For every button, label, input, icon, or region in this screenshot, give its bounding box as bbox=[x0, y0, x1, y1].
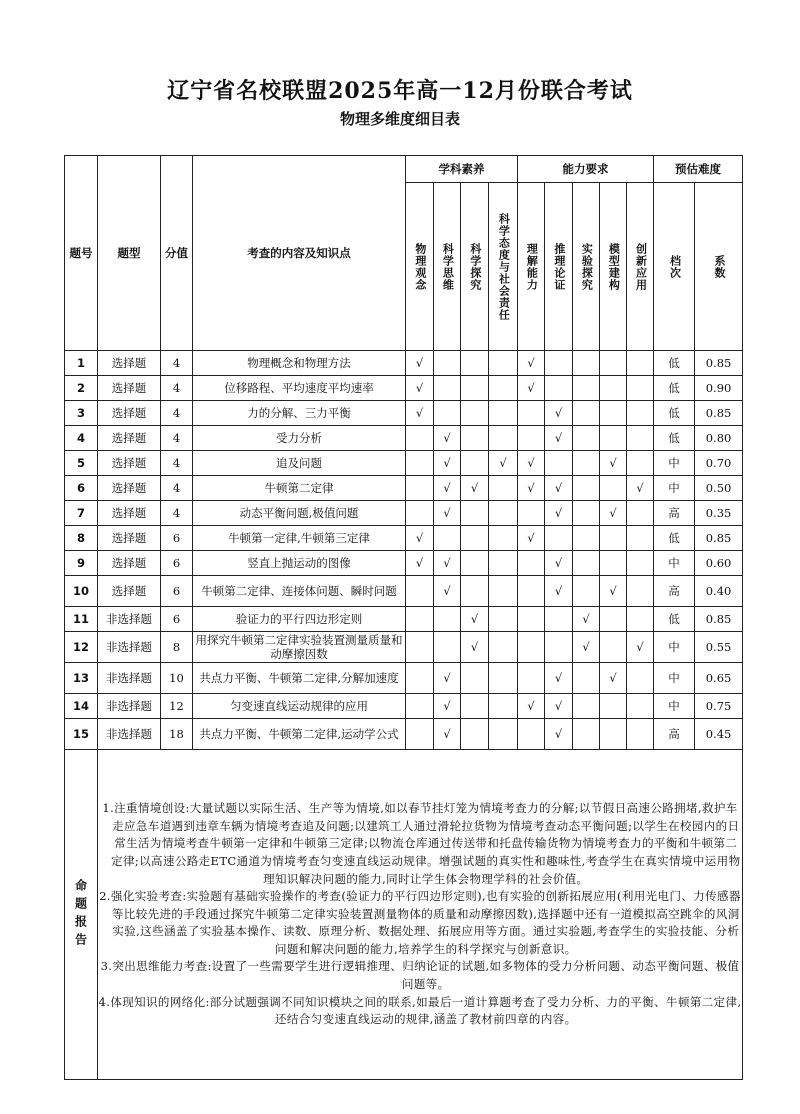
cell-score: 10 bbox=[161, 663, 193, 694]
cell-content: 牛顿第二定律 bbox=[193, 476, 406, 501]
cell-empty bbox=[489, 426, 518, 451]
cell-empty bbox=[461, 551, 489, 576]
check-mark: √ bbox=[518, 694, 545, 719]
cell-content: 位移路程、平均速度平均速率 bbox=[193, 376, 406, 401]
cell-empty bbox=[489, 476, 518, 501]
check-mark: √ bbox=[545, 719, 573, 750]
cell-empty bbox=[406, 719, 434, 750]
table-row bbox=[65, 576, 743, 607]
cell-empty bbox=[573, 451, 600, 476]
header-group-literacy: 学科素养 bbox=[406, 156, 518, 183]
check-mark: √ bbox=[545, 551, 573, 576]
cell-empty bbox=[489, 526, 518, 551]
cell-score: 6 bbox=[161, 576, 193, 607]
cell-coef: 0.45 bbox=[695, 719, 743, 750]
table-row bbox=[65, 719, 743, 750]
page-subtitle: 物理多维度细目表 bbox=[339, 110, 460, 128]
check-mark: √ bbox=[461, 476, 489, 501]
check-mark: √ bbox=[461, 632, 489, 663]
cell-empty bbox=[489, 694, 518, 719]
check-mark: √ bbox=[461, 607, 489, 632]
cell-empty bbox=[406, 632, 434, 663]
check-mark: √ bbox=[545, 476, 573, 501]
cell-empty bbox=[573, 526, 600, 551]
check-mark: √ bbox=[600, 663, 627, 694]
check-mark: √ bbox=[434, 451, 461, 476]
cell-level: 低 bbox=[654, 376, 695, 401]
cell-empty bbox=[627, 694, 654, 719]
cell-empty bbox=[461, 426, 489, 451]
cell-content: 匀变速直线运动规律的应用 bbox=[193, 694, 406, 719]
cell-no: 7 bbox=[65, 501, 98, 526]
cell-type: 选择题 bbox=[98, 401, 161, 426]
cell-no: 1 bbox=[65, 351, 98, 376]
cell-empty bbox=[627, 401, 654, 426]
cell-empty bbox=[545, 526, 573, 551]
cell-empty bbox=[434, 401, 461, 426]
cell-empty bbox=[489, 719, 518, 750]
cell-score: 6 bbox=[161, 526, 193, 551]
check-mark: √ bbox=[545, 401, 573, 426]
cell-empty bbox=[489, 663, 518, 694]
cell-empty bbox=[518, 719, 545, 750]
cell-content: 验证力的平行四边形定则 bbox=[193, 607, 406, 632]
cell-score: 4 bbox=[161, 376, 193, 401]
cell-type: 选择题 bbox=[98, 526, 161, 551]
cell-content: 追及问题 bbox=[193, 451, 406, 476]
cell-score: 4 bbox=[161, 451, 193, 476]
cell-score: 6 bbox=[161, 607, 193, 632]
cell-level: 中 bbox=[654, 663, 695, 694]
check-mark: √ bbox=[600, 501, 627, 526]
cell-empty bbox=[489, 501, 518, 526]
cell-type: 非选择题 bbox=[98, 607, 161, 632]
cell-coef: 0.65 bbox=[695, 663, 743, 694]
cell-empty bbox=[600, 476, 627, 501]
cell-empty bbox=[573, 576, 600, 607]
cell-empty bbox=[627, 501, 654, 526]
table-row bbox=[65, 663, 743, 694]
cell-empty bbox=[518, 426, 545, 451]
cell-coef: 0.70 bbox=[695, 451, 743, 476]
cell-coef: 0.50 bbox=[695, 476, 743, 501]
cell-type: 选择题 bbox=[98, 351, 161, 376]
cell-level: 高 bbox=[654, 576, 695, 607]
cell-empty bbox=[600, 719, 627, 750]
table-row bbox=[65, 694, 743, 719]
check-mark: √ bbox=[434, 551, 461, 576]
cell-empty bbox=[461, 694, 489, 719]
header-abl-2: 推理论证 bbox=[552, 242, 566, 291]
cell-content: 物理概念和物理方法 bbox=[193, 351, 406, 376]
header-diff-coef: 系数 bbox=[712, 254, 726, 279]
cell-empty bbox=[600, 694, 627, 719]
cell-type: 选择题 bbox=[98, 426, 161, 451]
table-row bbox=[65, 526, 743, 551]
cell-empty bbox=[573, 501, 600, 526]
header-score: 分值 bbox=[161, 156, 193, 351]
check-mark: √ bbox=[406, 551, 434, 576]
cell-level: 高 bbox=[654, 501, 695, 526]
cell-type: 选择题 bbox=[98, 476, 161, 501]
cell-empty bbox=[627, 526, 654, 551]
cell-coef: 0.35 bbox=[695, 501, 743, 526]
cell-level: 低 bbox=[654, 401, 695, 426]
check-mark: √ bbox=[434, 694, 461, 719]
cell-no: 2 bbox=[65, 376, 98, 401]
cell-no: 5 bbox=[65, 451, 98, 476]
cell-coef: 0.85 bbox=[695, 401, 743, 426]
cell-empty bbox=[600, 607, 627, 632]
cell-content: 力的分解、三力平衡 bbox=[193, 401, 406, 426]
cell-empty bbox=[434, 632, 461, 663]
cell-empty bbox=[489, 401, 518, 426]
cell-level: 中 bbox=[654, 632, 695, 663]
cell-empty bbox=[461, 451, 489, 476]
cell-level: 中 bbox=[654, 694, 695, 719]
report-item: 2.强化实验考查:实验题有基础实验操作的考查(验证力的平行四边形定则),也有实验的创新拓展应用(利用光电门、力传感器等比较先进的手段通过探究牛顿第二定律实验装置测量物体的质量和动摩擦因数),选择题中还有一道模拟高空跳伞的风洞实验,这些涵盖了实验基本操作、读数、原理分析、数据处理、拓展应用等方面。通过实验题,考查学生的实验技能、分析问题和解决问题的能力,培养学生的科学探究与创新意识。 bbox=[99, 889, 741, 956]
cell-empty bbox=[461, 351, 489, 376]
cell-level: 低 bbox=[654, 526, 695, 551]
table-row bbox=[65, 607, 743, 632]
cell-type: 选择题 bbox=[98, 451, 161, 476]
check-mark: √ bbox=[518, 526, 545, 551]
cell-empty bbox=[600, 551, 627, 576]
cell-empty bbox=[627, 551, 654, 576]
cell-score: 4 bbox=[161, 501, 193, 526]
cell-level: 中 bbox=[654, 551, 695, 576]
header-lit-1: 物理观念 bbox=[413, 242, 427, 291]
cell-empty bbox=[434, 526, 461, 551]
cell-content: 竖直上抛运动的图像 bbox=[193, 551, 406, 576]
cell-coef: 0.85 bbox=[695, 526, 743, 551]
cell-empty bbox=[600, 632, 627, 663]
cell-no: 4 bbox=[65, 426, 98, 451]
cell-empty bbox=[627, 351, 654, 376]
cell-score: 4 bbox=[161, 401, 193, 426]
check-mark: √ bbox=[434, 476, 461, 501]
cell-empty bbox=[461, 526, 489, 551]
check-mark: √ bbox=[434, 576, 461, 607]
check-mark: √ bbox=[434, 426, 461, 451]
cell-type: 选择题 bbox=[98, 501, 161, 526]
check-mark: √ bbox=[627, 632, 654, 663]
check-mark: √ bbox=[545, 663, 573, 694]
cell-empty bbox=[573, 476, 600, 501]
cell-no: 10 bbox=[65, 576, 98, 607]
cell-content: 牛顿第一定律,牛顿第三定律 bbox=[193, 526, 406, 551]
check-mark: √ bbox=[545, 501, 573, 526]
table-row bbox=[65, 426, 743, 451]
cell-level: 中 bbox=[654, 476, 695, 501]
cell-empty bbox=[627, 607, 654, 632]
cell-empty bbox=[461, 576, 489, 607]
cell-content: 共点力平衡、牛顿第二定律,运动学公式 bbox=[193, 719, 406, 750]
cell-content: 动态平衡问题,极值问题 bbox=[193, 501, 406, 526]
cell-empty bbox=[434, 376, 461, 401]
cell-empty bbox=[518, 632, 545, 663]
page-title: 辽宁省名校联盟2025年高一12月份联合考试 bbox=[167, 78, 633, 104]
check-mark: √ bbox=[518, 451, 545, 476]
cell-score: 12 bbox=[161, 694, 193, 719]
cell-empty bbox=[573, 426, 600, 451]
cell-empty bbox=[406, 663, 434, 694]
header-abl-1: 理解能力 bbox=[525, 242, 539, 291]
cell-empty bbox=[545, 632, 573, 663]
cell-empty bbox=[489, 551, 518, 576]
cell-empty bbox=[600, 401, 627, 426]
check-mark: √ bbox=[518, 376, 545, 401]
check-mark: √ bbox=[600, 576, 627, 607]
cell-coef: 0.60 bbox=[695, 551, 743, 576]
detail-table bbox=[64, 155, 743, 1080]
cell-empty bbox=[406, 694, 434, 719]
header-abl-4: 模型建构 bbox=[607, 242, 621, 291]
cell-empty bbox=[406, 476, 434, 501]
cell-empty bbox=[573, 719, 600, 750]
cell-content: 牛顿第二定律、连接体问题、瞬时问题 bbox=[193, 576, 406, 607]
cell-level: 高 bbox=[654, 719, 695, 750]
cell-empty bbox=[489, 376, 518, 401]
check-mark: √ bbox=[434, 719, 461, 750]
header-group-ability: 能力要求 bbox=[518, 156, 654, 183]
cell-empty bbox=[627, 719, 654, 750]
cell-type: 非选择题 bbox=[98, 663, 161, 694]
table-row bbox=[65, 501, 743, 526]
cell-score: 6 bbox=[161, 551, 193, 576]
header-diff-level: 档次 bbox=[668, 254, 682, 279]
check-mark: √ bbox=[545, 694, 573, 719]
cell-empty bbox=[518, 551, 545, 576]
cell-empty bbox=[518, 576, 545, 607]
cell-score: 4 bbox=[161, 426, 193, 451]
report-item: 4.体现知识的网络化:部分试题强调不同知识模块之间的联系,如最后一道计算题考查了受力分析、力的平衡、牛顿第二定律,还结合匀变速直线运动的规律,涵盖了教材前四章的内容。 bbox=[98, 994, 742, 1027]
cell-empty bbox=[600, 376, 627, 401]
cell-score: 4 bbox=[161, 476, 193, 501]
cell-no: 11 bbox=[65, 607, 98, 632]
header-lit-2: 科学思维 bbox=[441, 242, 455, 291]
report-label: 命题报告 bbox=[73, 878, 88, 951]
check-mark: √ bbox=[406, 376, 434, 401]
cell-no: 9 bbox=[65, 551, 98, 576]
cell-empty bbox=[600, 351, 627, 376]
cell-empty bbox=[461, 663, 489, 694]
cell-empty bbox=[573, 663, 600, 694]
cell-empty bbox=[489, 607, 518, 632]
cell-type: 选择题 bbox=[98, 376, 161, 401]
cell-empty bbox=[461, 401, 489, 426]
check-mark: √ bbox=[573, 632, 600, 663]
cell-coef: 0.85 bbox=[695, 351, 743, 376]
header-abl-5: 创新应用 bbox=[634, 242, 648, 291]
cell-empty bbox=[406, 576, 434, 607]
check-mark: √ bbox=[406, 401, 434, 426]
cell-empty bbox=[518, 663, 545, 694]
cell-no: 8 bbox=[65, 526, 98, 551]
cell-empty bbox=[434, 607, 461, 632]
table-row bbox=[65, 551, 743, 576]
table-row bbox=[65, 632, 743, 663]
cell-level: 低 bbox=[654, 426, 695, 451]
cell-empty bbox=[600, 426, 627, 451]
header-abl-3: 实验探究 bbox=[580, 242, 594, 291]
cell-empty bbox=[627, 663, 654, 694]
cell-coef: 0.55 bbox=[695, 632, 743, 663]
table-row bbox=[65, 401, 743, 426]
cell-empty bbox=[489, 576, 518, 607]
cell-no: 15 bbox=[65, 719, 98, 750]
header-lit-3: 科学探究 bbox=[468, 242, 482, 291]
cell-coef: 0.75 bbox=[695, 694, 743, 719]
cell-empty bbox=[573, 401, 600, 426]
cell-empty bbox=[545, 607, 573, 632]
cell-no: 13 bbox=[65, 663, 98, 694]
cell-empty bbox=[573, 551, 600, 576]
cell-empty bbox=[518, 401, 545, 426]
table-row bbox=[65, 376, 743, 401]
table-row bbox=[65, 476, 743, 501]
check-mark: √ bbox=[600, 451, 627, 476]
cell-score: 4 bbox=[161, 351, 193, 376]
cell-no: 14 bbox=[65, 694, 98, 719]
cell-empty bbox=[600, 526, 627, 551]
cell-coef: 0.80 bbox=[695, 426, 743, 451]
cell-empty bbox=[406, 426, 434, 451]
header-type: 题型 bbox=[98, 156, 161, 351]
cell-content: 共点力平衡、牛顿第二定律,分解加速度 bbox=[193, 663, 406, 694]
cell-empty bbox=[489, 632, 518, 663]
cell-empty bbox=[627, 576, 654, 607]
cell-empty bbox=[461, 376, 489, 401]
check-mark: √ bbox=[406, 526, 434, 551]
check-mark: √ bbox=[545, 426, 573, 451]
cell-empty bbox=[461, 719, 489, 750]
cell-empty bbox=[518, 501, 545, 526]
table-row bbox=[65, 451, 743, 476]
cell-coef: 0.85 bbox=[695, 607, 743, 632]
cell-coef: 0.40 bbox=[695, 576, 743, 607]
header-group-difficulty: 预估难度 bbox=[654, 156, 743, 183]
check-mark: √ bbox=[406, 351, 434, 376]
cell-type: 选择题 bbox=[98, 551, 161, 576]
check-mark: √ bbox=[434, 663, 461, 694]
cell-empty bbox=[518, 607, 545, 632]
cell-score: 8 bbox=[161, 632, 193, 663]
check-mark: √ bbox=[434, 501, 461, 526]
cell-empty bbox=[627, 426, 654, 451]
report-item: 3.突出思维能力考查:设置了一些需要学生进行逻辑推理、归纳论证的试题,如多物体的受力分析问题、动态平衡问题、极值问题等。 bbox=[100, 959, 740, 992]
cell-empty bbox=[461, 501, 489, 526]
cell-type: 非选择题 bbox=[98, 694, 161, 719]
check-mark: √ bbox=[573, 607, 600, 632]
cell-no: 6 bbox=[65, 476, 98, 501]
check-mark: √ bbox=[518, 476, 545, 501]
cell-content: 用探究牛顿第二定律实验装置测量质量和动摩擦因数 bbox=[193, 632, 406, 663]
cell-empty bbox=[627, 451, 654, 476]
table-row bbox=[65, 351, 743, 376]
cell-empty bbox=[627, 376, 654, 401]
header-lit-4: 科学态度与社会责任 bbox=[497, 212, 511, 321]
cell-score: 18 bbox=[161, 719, 193, 750]
check-mark: √ bbox=[627, 476, 654, 501]
check-mark: √ bbox=[489, 451, 518, 476]
report-item: 1.注重情境创设:大量试题以实际生活、生产等为情境,如以春节挂灯笼为情境考查力的分解;以节假日高速公路拥堵,救护车走应急车道遇到违章车辆为情境考查追及问题;以建筑工人通过滑轮拉货物为情境考查动态平衡问题;以学生在校园内的日常生活为情境考查牛顿第一定律和牛顿第三定律;以物流仓库通过传送带和托盘传输货物为情境考查力的平衡和牛顿第二定律;以高速公路走ETC通道为情境考查匀变速直线运动规律。增强试题的真实性和趣味性,考查学生在真实情境中运用物理知识解决问题的能力,同时让学生体会物理学科的社会价值。 bbox=[102, 801, 741, 886]
cell-empty bbox=[406, 451, 434, 476]
cell-level: 低 bbox=[654, 607, 695, 632]
cell-empty bbox=[573, 351, 600, 376]
cell-no: 12 bbox=[65, 632, 98, 663]
cell-type: 非选择题 bbox=[98, 632, 161, 663]
cell-type: 非选择题 bbox=[98, 719, 161, 750]
cell-empty bbox=[545, 376, 573, 401]
cell-level: 低 bbox=[654, 351, 695, 376]
cell-empty bbox=[545, 451, 573, 476]
cell-content: 受力分析 bbox=[193, 426, 406, 451]
cell-empty bbox=[573, 694, 600, 719]
cell-empty bbox=[406, 501, 434, 526]
header-no: 题号 bbox=[65, 156, 98, 351]
report-text bbox=[98, 750, 743, 1080]
cell-no: 3 bbox=[65, 401, 98, 426]
cell-type: 选择题 bbox=[98, 576, 161, 607]
header-content: 考查的内容及知识点 bbox=[193, 156, 406, 351]
cell-empty bbox=[434, 351, 461, 376]
check-mark: √ bbox=[518, 351, 545, 376]
cell-empty bbox=[573, 376, 600, 401]
cell-empty bbox=[489, 351, 518, 376]
cell-empty bbox=[545, 351, 573, 376]
cell-coef: 0.90 bbox=[695, 376, 743, 401]
cell-empty bbox=[406, 607, 434, 632]
cell-level: 中 bbox=[654, 451, 695, 476]
check-mark: √ bbox=[545, 576, 573, 607]
